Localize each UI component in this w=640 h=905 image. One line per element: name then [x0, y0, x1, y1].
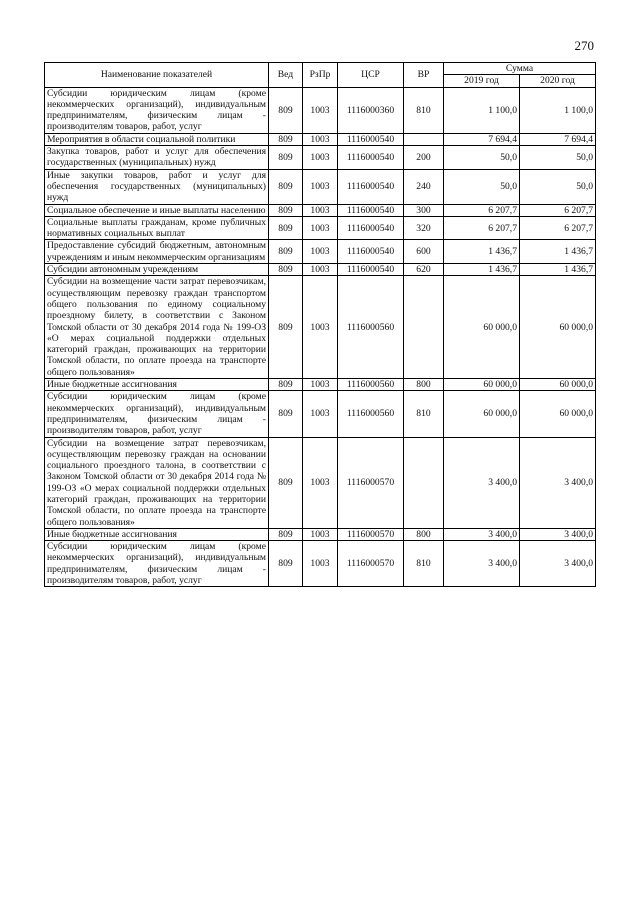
cell-ved: 809 — [269, 528, 303, 540]
cell-y2020: 60 000,0 — [520, 379, 596, 391]
table-row — [45, 264, 596, 276]
cell-csr: 1116000570 — [338, 541, 404, 587]
cell-ved: 809 — [269, 276, 303, 379]
cell-csr: 1116000560 — [338, 391, 404, 437]
cell-y2019: 3 400,0 — [444, 437, 520, 528]
cell-name: Субсидии на возмещение части затрат перевозчикам, осуществляющим перевозку граждан транспортом общего пользования по единому социальному проездному билету, в соответствии с Законом Томской области от 30 декабря 2014 года № 199-ОЗ «О мерах социальной поддержки отдельных категорий граждан, проживающих на территории Томской области, по оплате проезда на транспорте общего пользования» — [45, 276, 269, 379]
cell-name: Субсидии юридическим лицам (кроме некоммерческих организаций), индивидуальным предпринимателям, физическим лицам - производителям товаров, работ, услуг — [45, 541, 269, 587]
header-sum: Сумма — [444, 63, 596, 75]
cell-y2020: 3 400,0 — [520, 437, 596, 528]
cell-y2020: 1 436,7 — [520, 240, 596, 264]
cell-y2020: 50,0 — [520, 146, 596, 170]
cell-ved: 809 — [269, 240, 303, 264]
cell-y2020: 7 694,4 — [520, 133, 596, 145]
cell-ved: 809 — [269, 204, 303, 216]
table-row — [45, 437, 596, 528]
cell-rzpr: 1003 — [303, 169, 338, 204]
table-row — [45, 216, 596, 240]
cell-vr: 200 — [404, 146, 444, 170]
cell-csr: 1116000540 — [338, 169, 404, 204]
cell-ved: 809 — [269, 169, 303, 204]
cell-name: Социальное обеспечение и иные выплаты населению — [45, 204, 269, 216]
cell-ved: 809 — [269, 437, 303, 528]
header-row — [45, 63, 596, 75]
header-rzpr: РзПр — [303, 63, 338, 88]
cell-vr — [404, 276, 444, 379]
cell-y2019: 3 400,0 — [444, 541, 520, 587]
cell-csr: 1116000560 — [338, 379, 404, 391]
cell-name: Мероприятия в области социальной политики — [45, 133, 269, 145]
cell-y2019: 50,0 — [444, 169, 520, 204]
cell-rzpr: 1003 — [303, 276, 338, 379]
header-csr: ЦСР — [338, 63, 404, 88]
cell-name: Субсидии автономным учреждениям — [45, 264, 269, 276]
cell-y2020: 60 000,0 — [520, 391, 596, 437]
table-row — [45, 528, 596, 540]
cell-name: Предоставление субсидий бюджетным, автономным учреждениям и иным некоммерческим организациям — [45, 240, 269, 264]
header-vr: ВР — [404, 63, 444, 88]
cell-name: Иные бюджетные ассигнования — [45, 379, 269, 391]
cell-vr: 620 — [404, 264, 444, 276]
cell-y2019: 1 100,0 — [444, 87, 520, 133]
cell-vr: 320 — [404, 216, 444, 240]
cell-y2019: 1 436,7 — [444, 240, 520, 264]
header-ved: Вед — [269, 63, 303, 88]
cell-csr: 1116000560 — [338, 276, 404, 379]
cell-csr: 1116000540 — [338, 264, 404, 276]
cell-vr: 810 — [404, 391, 444, 437]
cell-rzpr: 1003 — [303, 379, 338, 391]
cell-csr: 1116000540 — [338, 146, 404, 170]
cell-y2020: 50,0 — [520, 169, 596, 204]
cell-y2019: 6 207,7 — [444, 204, 520, 216]
cell-vr: 810 — [404, 541, 444, 587]
table-row — [45, 146, 596, 170]
cell-ved: 809 — [269, 87, 303, 133]
cell-y2019: 60 000,0 — [444, 276, 520, 379]
table-row — [45, 133, 596, 145]
cell-rzpr: 1003 — [303, 146, 338, 170]
cell-rzpr: 1003 — [303, 391, 338, 437]
cell-y2019: 3 400,0 — [444, 528, 520, 540]
table-row — [45, 391, 596, 437]
table-row — [45, 87, 596, 133]
cell-name: Социальные выплаты гражданам, кроме публичных нормативных социальных выплат — [45, 216, 269, 240]
cell-ved: 809 — [269, 391, 303, 437]
cell-y2019: 6 207,7 — [444, 216, 520, 240]
cell-ved: 809 — [269, 264, 303, 276]
cell-rzpr: 1003 — [303, 204, 338, 216]
cell-name: Закупка товаров, работ и услуг для обеспечения государственных (муниципальных) нужд — [45, 146, 269, 170]
table-row — [45, 541, 596, 587]
table-row — [45, 204, 596, 216]
cell-csr: 1116000570 — [338, 437, 404, 528]
cell-ved: 809 — [269, 133, 303, 145]
cell-name: Субсидии юридическим лицам (кроме некоммерческих организаций), индивидуальным предпринимателям, физическим лицам - производителям товаров, работ, услуг — [45, 391, 269, 437]
cell-csr: 1116000540 — [338, 216, 404, 240]
cell-name: Иные закупки товаров, работ и услуг для обеспечения государственных (муниципальных) нужд — [45, 169, 269, 204]
cell-vr: 240 — [404, 169, 444, 204]
cell-ved: 809 — [269, 216, 303, 240]
cell-y2019: 60 000,0 — [444, 379, 520, 391]
cell-rzpr: 1003 — [303, 541, 338, 587]
page-number: 270 — [574, 38, 594, 53]
cell-y2020: 60 000,0 — [520, 276, 596, 379]
cell-csr: 1116000540 — [338, 240, 404, 264]
table-row — [45, 169, 596, 204]
cell-name: Субсидии на возмещение затрат перевозчикам, осуществляющим перевозку граждан на основании социального проездного талона, в соответствии с Законом Томской области от 30 декабря 2014 года № 199-ОЗ «О мерах социальной поддержки отдельных категорий граждан, проживающих на территории Томской области, по оплате проезда на транспорте общего пользования» — [45, 437, 269, 528]
header-2019: 2019 год — [444, 75, 520, 87]
cell-vr: 810 — [404, 87, 444, 133]
cell-ved: 809 — [269, 541, 303, 587]
cell-vr: 800 — [404, 528, 444, 540]
cell-rzpr: 1003 — [303, 240, 338, 264]
cell-rzpr: 1003 — [303, 216, 338, 240]
cell-csr: 1116000540 — [338, 133, 404, 145]
cell-vr: 300 — [404, 204, 444, 216]
cell-y2019: 7 694,4 — [444, 133, 520, 145]
cell-csr: 1116000570 — [338, 528, 404, 540]
cell-vr — [404, 133, 444, 145]
cell-y2020: 6 207,7 — [520, 204, 596, 216]
cell-rzpr: 1003 — [303, 133, 338, 145]
cell-csr: 1116000360 — [338, 87, 404, 133]
cell-y2020: 3 400,0 — [520, 541, 596, 587]
cell-y2020: 6 207,7 — [520, 216, 596, 240]
cell-y2020: 3 400,0 — [520, 528, 596, 540]
table-row — [45, 379, 596, 391]
cell-ved: 809 — [269, 146, 303, 170]
cell-vr — [404, 437, 444, 528]
cell-rzpr: 1003 — [303, 437, 338, 528]
cell-ved: 809 — [269, 379, 303, 391]
cell-y2020: 1 100,0 — [520, 87, 596, 133]
cell-vr: 800 — [404, 379, 444, 391]
cell-y2019: 60 000,0 — [444, 391, 520, 437]
cell-y2019: 1 436,7 — [444, 264, 520, 276]
cell-name: Иные бюджетные ассигнования — [45, 528, 269, 540]
table-row — [45, 276, 596, 379]
table-row — [45, 240, 596, 264]
cell-y2019: 50,0 — [444, 146, 520, 170]
cell-y2020: 1 436,7 — [520, 264, 596, 276]
cell-name: Субсидии юридическим лицам (кроме некоммерческих организаций), индивидуальным предпринимателям, физическим лицам - производителям товаров, работ, услуг — [45, 87, 269, 133]
budget-table — [44, 62, 596, 587]
cell-vr: 600 — [404, 240, 444, 264]
header-2020: 2020 год — [520, 75, 596, 87]
cell-rzpr: 1003 — [303, 264, 338, 276]
cell-rzpr: 1003 — [303, 87, 338, 133]
cell-csr: 1116000540 — [338, 204, 404, 216]
cell-rzpr: 1003 — [303, 528, 338, 540]
header-name: Наименование показателей — [45, 63, 269, 88]
